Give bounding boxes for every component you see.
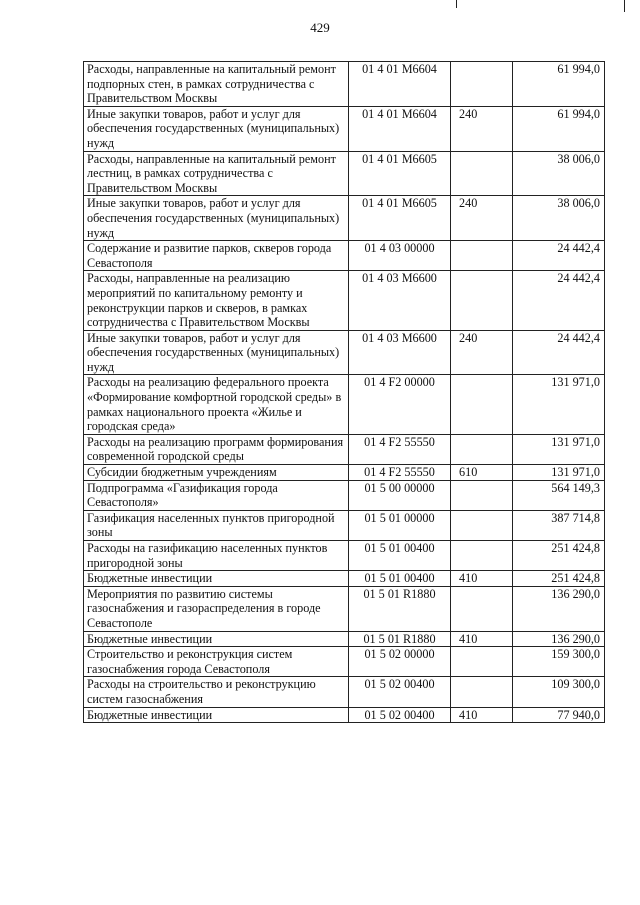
row-budget-code: 01 4 F2 55550 bbox=[349, 465, 451, 481]
row-budget-code: 01 5 01 00000 bbox=[349, 510, 451, 540]
row-expense-type bbox=[451, 541, 513, 571]
row-amount: 131 971,0 bbox=[513, 434, 605, 464]
row-description: Бюджетные инвестиции bbox=[84, 571, 349, 587]
row-budget-code: 01 4 03 00000 bbox=[349, 241, 451, 271]
table-row bbox=[84, 434, 605, 464]
table-row bbox=[84, 106, 605, 151]
row-amount: 387 714,8 bbox=[513, 510, 605, 540]
table-row bbox=[84, 151, 605, 196]
row-description: Иные закупки товаров, работ и услуг для обеспечения государственных (муниципальных) нужд bbox=[84, 106, 349, 151]
table-row bbox=[84, 465, 605, 481]
scan-edge-mark bbox=[456, 0, 457, 8]
row-expense-type: 240 bbox=[451, 106, 513, 151]
row-budget-code: 01 5 02 00400 bbox=[349, 707, 451, 723]
row-expense-type: 410 bbox=[451, 707, 513, 723]
row-expense-type bbox=[451, 510, 513, 540]
row-amount: 159 300,0 bbox=[513, 647, 605, 677]
row-expense-type bbox=[451, 271, 513, 330]
scan-edge-mark bbox=[624, 0, 625, 12]
table-row bbox=[84, 330, 605, 375]
row-expense-type bbox=[451, 647, 513, 677]
table-row bbox=[84, 571, 605, 587]
row-amount: 38 006,0 bbox=[513, 151, 605, 196]
table-row bbox=[84, 647, 605, 677]
row-description: Расходы, направленные на капитальный ремонт лестниц, в рамках сотрудничества с Правительством Москвы bbox=[84, 151, 349, 196]
row-amount: 251 424,8 bbox=[513, 541, 605, 571]
row-expense-type: 410 bbox=[451, 631, 513, 647]
row-expense-type bbox=[451, 241, 513, 271]
row-description: Газификация населенных пунктов пригородной зоны bbox=[84, 510, 349, 540]
row-description: Подпрограмма «Газификация города Севастополя» bbox=[84, 480, 349, 510]
row-description: Содержание и развитие парков, скверов города Севастополя bbox=[84, 241, 349, 271]
row-amount: 77 940,0 bbox=[513, 707, 605, 723]
row-expense-type: 410 bbox=[451, 571, 513, 587]
table-row bbox=[84, 707, 605, 723]
table-row bbox=[84, 196, 605, 241]
row-description: Мероприятия по развитию системы газоснабжения и газораспределения в городе Севастополе bbox=[84, 586, 349, 631]
table-row bbox=[84, 541, 605, 571]
row-budget-code: 01 4 F2 00000 bbox=[349, 375, 451, 434]
row-expense-type bbox=[451, 62, 513, 107]
row-budget-code: 01 5 00 00000 bbox=[349, 480, 451, 510]
row-amount: 24 442,4 bbox=[513, 241, 605, 271]
row-expense-type bbox=[451, 480, 513, 510]
row-budget-code: 01 5 01 00400 bbox=[349, 541, 451, 571]
row-description: Расходы на реализацию федерального проекта «Формирование комфортной городской среды» в рамках национального проекта «Жилье и городская среда» bbox=[84, 375, 349, 434]
row-budget-code: 01 4 01 M6604 bbox=[349, 106, 451, 151]
row-description: Бюджетные инвестиции bbox=[84, 707, 349, 723]
table-row bbox=[84, 677, 605, 707]
table-row bbox=[84, 510, 605, 540]
table-row bbox=[84, 586, 605, 631]
table-row bbox=[84, 375, 605, 434]
row-amount: 24 442,4 bbox=[513, 330, 605, 375]
row-description: Бюджетные инвестиции bbox=[84, 631, 349, 647]
row-description: Иные закупки товаров, работ и услуг для обеспечения государственных (муниципальных) нужд bbox=[84, 330, 349, 375]
page-number: 429 bbox=[310, 20, 330, 35]
row-budget-code: 01 5 01 00400 bbox=[349, 571, 451, 587]
table-row bbox=[84, 241, 605, 271]
row-amount: 564 149,3 bbox=[513, 480, 605, 510]
row-description: Расходы на строительство и реконструкцию систем газоснабжения bbox=[84, 677, 349, 707]
table-row bbox=[84, 62, 605, 107]
row-amount: 136 290,0 bbox=[513, 586, 605, 631]
row-expense-type bbox=[451, 677, 513, 707]
row-amount: 38 006,0 bbox=[513, 196, 605, 241]
row-expense-type bbox=[451, 434, 513, 464]
budget-table-body bbox=[84, 62, 605, 723]
row-description: Расходы на газификацию населенных пунктов пригородной зоны bbox=[84, 541, 349, 571]
row-budget-code: 01 5 01 R1880 bbox=[349, 586, 451, 631]
row-expense-type bbox=[451, 151, 513, 196]
table-row bbox=[84, 480, 605, 510]
row-amount: 251 424,8 bbox=[513, 571, 605, 587]
row-description: Расходы на реализацию программ формирования современной городской среды bbox=[84, 434, 349, 464]
row-description: Расходы, направленные на капитальный ремонт подпорных стен, в рамках сотрудничества с Правительством Москвы bbox=[84, 62, 349, 107]
row-budget-code: 01 5 02 00000 bbox=[349, 647, 451, 677]
row-expense-type bbox=[451, 586, 513, 631]
row-budget-code: 01 4 03 M6600 bbox=[349, 330, 451, 375]
row-description: Иные закупки товаров, работ и услуг для обеспечения государственных (муниципальных) нужд bbox=[84, 196, 349, 241]
row-budget-code: 01 4 01 M6605 bbox=[349, 196, 451, 241]
row-amount: 131 971,0 bbox=[513, 465, 605, 481]
table-row bbox=[84, 271, 605, 330]
row-amount: 24 442,4 bbox=[513, 271, 605, 330]
row-expense-type: 240 bbox=[451, 330, 513, 375]
row-budget-code: 01 5 02 00400 bbox=[349, 677, 451, 707]
row-description: Строительство и реконструкция систем газоснабжения города Севастополя bbox=[84, 647, 349, 677]
row-amount: 131 971,0 bbox=[513, 375, 605, 434]
row-description: Субсидии бюджетным учреждениям bbox=[84, 465, 349, 481]
table-row bbox=[84, 631, 605, 647]
row-amount: 61 994,0 bbox=[513, 106, 605, 151]
row-expense-type bbox=[451, 375, 513, 434]
row-budget-code: 01 4 01 M6604 bbox=[349, 62, 451, 107]
row-amount: 136 290,0 bbox=[513, 631, 605, 647]
row-amount: 61 994,0 bbox=[513, 62, 605, 107]
row-expense-type: 240 bbox=[451, 196, 513, 241]
row-budget-code: 01 4 01 M6605 bbox=[349, 151, 451, 196]
row-description: Расходы, направленные на реализацию мероприятий по капитальному ремонту и реконструкции парков и скверов, в рамках сотрудничества с Правительством Москвы bbox=[84, 271, 349, 330]
row-budget-code: 01 4 03 M6600 bbox=[349, 271, 451, 330]
row-budget-code: 01 4 F2 55550 bbox=[349, 434, 451, 464]
row-budget-code: 01 5 01 R1880 bbox=[349, 631, 451, 647]
budget-table bbox=[83, 61, 605, 723]
row-expense-type: 610 bbox=[451, 465, 513, 481]
row-amount: 109 300,0 bbox=[513, 677, 605, 707]
